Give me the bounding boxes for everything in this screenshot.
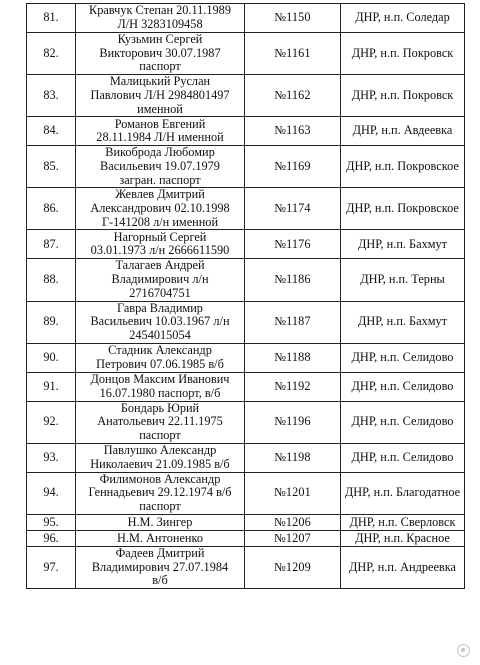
location: ДНР, н.п. Благодатное <box>341 472 465 514</box>
location: ДНР, н.п. Андреевка <box>341 546 465 588</box>
person-details-line: Викоброда Любомир <box>105 145 215 160</box>
record-number: №1161 <box>245 33 341 75</box>
row-number: 81. <box>27 4 76 33</box>
location: ДНР, н.п. Красное <box>341 530 465 546</box>
location: ДНР, н.п. Покровское <box>341 188 465 230</box>
table-row <box>27 443 465 472</box>
person-details-line: Владимирович 27.07.1984 <box>91 559 229 574</box>
person-details-line: Геннадьевич 29.12.1974 в/б <box>88 485 232 500</box>
location: ДНР, н.п. Селидово <box>341 343 465 372</box>
table-row <box>27 117 465 146</box>
document-page <box>26 3 464 589</box>
location: ДНР, н.п. Бахмут <box>341 301 465 343</box>
person-details <box>76 472 245 514</box>
person-details-line: Александрович 02.10.1998 <box>90 201 230 216</box>
record-number: №1174 <box>245 188 341 230</box>
person-details <box>76 514 245 530</box>
location: ДНР, н.п. Бахмут <box>341 230 465 259</box>
location: ДНР, н.п. Покровское <box>341 146 465 188</box>
table-row <box>27 75 465 117</box>
records-table-body <box>27 4 465 589</box>
record-number: №1176 <box>245 230 341 259</box>
table-row <box>27 259 465 301</box>
table-row <box>27 472 465 514</box>
record-number: №1206 <box>245 514 341 530</box>
row-number: 96. <box>27 530 76 546</box>
table-row <box>27 146 465 188</box>
person-details-line: Филимонов Александр <box>99 472 221 486</box>
person-details-line: Донцов Максим Иванович <box>90 372 230 386</box>
row-number: 97. <box>27 546 76 588</box>
person-details <box>76 75 245 117</box>
record-number: №1207 <box>245 530 341 546</box>
table-row <box>27 301 465 343</box>
person-details-line: Кузьмин Сергей <box>117 32 203 46</box>
person-details-line: загран. паспорт <box>119 172 201 187</box>
location: ДНР, н.п. Селидово <box>341 401 465 443</box>
row-number: 91. <box>27 372 76 401</box>
row-number: 90. <box>27 343 76 372</box>
person-details <box>76 372 245 401</box>
record-number: №1209 <box>245 546 341 588</box>
row-number: 87. <box>27 230 76 259</box>
row-number: 86. <box>27 188 76 230</box>
record-number: №1196 <box>245 401 341 443</box>
row-number: 82. <box>27 33 76 75</box>
record-number: №1163 <box>245 117 341 146</box>
person-details <box>76 117 245 146</box>
table-row <box>27 401 465 443</box>
person-details-line: Г-141208 л/н именной <box>101 214 219 229</box>
row-number: 85. <box>27 146 76 188</box>
person-details-line: Владимирович л/н <box>111 272 209 287</box>
person-details-line: Анатольевич 22.11.1975 <box>97 414 223 429</box>
record-number: №1188 <box>245 343 341 372</box>
table-row <box>27 530 465 546</box>
person-details <box>76 188 245 230</box>
person-details-line: Викторович 30.07.1987 <box>99 45 221 60</box>
person-details-line: Павлович Л/Н 2984801497 <box>90 87 230 102</box>
person-details <box>76 546 245 588</box>
person-details-line: Нагорный Сергей <box>113 229 207 244</box>
record-number: №1187 <box>245 301 341 343</box>
person-details-line: Васильевич 10.03.1967 л/н <box>90 314 230 329</box>
location: ДНР, н.п. Покровск <box>341 75 465 117</box>
person-details-line: Николаевич 21.09.1985 в/б <box>90 456 230 471</box>
row-number: 88. <box>27 259 76 301</box>
person-details-line: Васильевич 19.07.1979 <box>100 158 220 173</box>
record-number: №1192 <box>245 372 341 401</box>
person-details-line: Кравчук Степан 20.11.1989 <box>89 3 231 18</box>
person-details-line: Фадеев Дмитрий <box>115 546 205 560</box>
person-details-line: Гавра Владимир <box>117 301 203 315</box>
table-row <box>27 230 465 259</box>
location: ДНР, н.п. Сверловск <box>341 514 465 530</box>
row-number: 92. <box>27 401 76 443</box>
person-details <box>76 530 245 546</box>
person-details-line: паспорт <box>139 499 181 514</box>
location: ДНР, н.п. Соледар <box>341 4 465 33</box>
person-details <box>76 259 245 301</box>
person-details-line: паспорт <box>139 59 181 74</box>
row-number: 83. <box>27 75 76 117</box>
table-row <box>27 188 465 230</box>
location: ДНР, н.п. Авдеевка <box>341 117 465 146</box>
table-row <box>27 546 465 588</box>
location: ДНР, н.п. Покровск <box>341 33 465 75</box>
person-details <box>76 443 245 472</box>
person-details-line: 03.01.1973 л/н 2666611590 <box>90 243 230 258</box>
person-details-line: Л/Н 3283109458 <box>117 17 203 31</box>
row-number: 95. <box>27 514 76 530</box>
person-details-line: именной <box>137 101 183 116</box>
person-details <box>76 230 245 259</box>
person-details-line: Стадник Александр <box>108 343 212 357</box>
person-details-line: Романов Евгений <box>114 116 206 131</box>
person-details-line: 2716704751 <box>129 285 191 300</box>
person-details <box>76 343 245 372</box>
person-details <box>76 4 245 33</box>
record-number: №1186 <box>245 259 341 301</box>
record-number: №1150 <box>245 4 341 33</box>
table-row <box>27 4 465 33</box>
table-row <box>27 33 465 75</box>
location: ДНР, н.п. Селидово <box>341 372 465 401</box>
person-details-line: в/б <box>152 573 168 588</box>
table-row <box>27 372 465 401</box>
person-details <box>76 146 245 188</box>
person-details-line: Жевлев Дмитрий <box>115 187 205 202</box>
person-details <box>76 301 245 343</box>
watermark-logo-icon <box>457 644 470 657</box>
row-number: 93. <box>27 443 76 472</box>
record-number: №1198 <box>245 443 341 472</box>
person-details-line: Н.М. Зингер <box>127 514 193 529</box>
person-details <box>76 33 245 75</box>
watermark <box>457 644 470 657</box>
person-details <box>76 401 245 443</box>
person-details-line: 2454015054 <box>129 327 191 342</box>
person-details-line: Петрович 07.06.1985 в/б <box>96 356 224 371</box>
person-details-line: Павлушко Александр <box>103 443 217 458</box>
row-number: 84. <box>27 117 76 146</box>
person-details-line: Малицький Руслан <box>109 74 211 89</box>
record-number: №1169 <box>245 146 341 188</box>
person-details-line: Талагаев Андрей <box>115 258 205 273</box>
person-details-line: паспорт <box>139 428 181 443</box>
location: ДНР, н.п. Терны <box>341 259 465 301</box>
location: ДНР, н.п. Селидово <box>341 443 465 472</box>
person-details-line: 28.11.1984 Л/Н именной <box>96 130 224 145</box>
table-row <box>27 514 465 530</box>
record-number: №1162 <box>245 75 341 117</box>
records-table <box>26 3 465 589</box>
person-details-line: Н.М. Антоненко <box>117 530 203 545</box>
row-number: 89. <box>27 301 76 343</box>
row-number: 94. <box>27 472 76 514</box>
table-row <box>27 343 465 372</box>
record-number: №1201 <box>245 472 341 514</box>
person-details-line: 16.07.1980 паспорт, в/б <box>99 385 221 400</box>
person-details-line: Бондарь Юрий <box>120 401 200 415</box>
